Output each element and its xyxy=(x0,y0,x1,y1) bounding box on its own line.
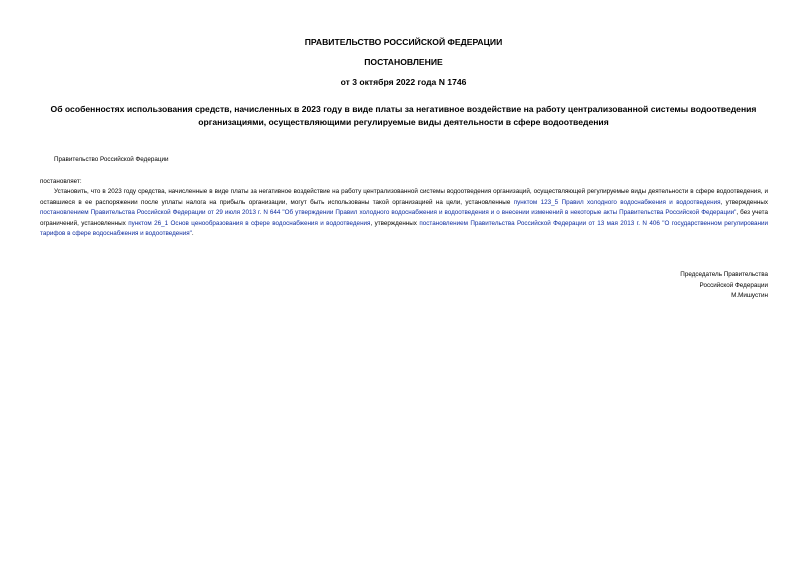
signature-name: М.Мишустин xyxy=(731,292,768,299)
body-text-part-3: , без учета ограничений, установленных xyxy=(40,209,768,227)
resolves-text: постановляет: xyxy=(40,178,82,185)
link-resolution-406[interactable]: постановлением Правительства Российской Федерации от 13 мая 2013 г. N 406 "О государственном регулировании тарифов в сфере водоснабжения и водоотведения" xyxy=(40,219,768,237)
signature-position: Председатель Правительства xyxy=(680,271,768,278)
signature-organization: Российской Федерации xyxy=(699,281,768,289)
signature-block xyxy=(680,270,768,302)
government-heading: ПРАВИТЕЛЬСТВО РОССИЙСКОЙ ФЕДЕРАЦИИ xyxy=(304,37,503,47)
body-text-part-4: , утвержденных xyxy=(370,219,420,227)
date-number-heading: от 3 октября 2022 года N 1746 xyxy=(340,77,467,87)
link-pricing-item-26-1[interactable]: пунктом 26_1 Основ ценообразования в сфере водоснабжения и водоотведения xyxy=(128,219,371,227)
link-resolution-644[interactable]: постановлением Правительства Российской Федерации от 29 июля 2013 г. N 644 "Об утверждении Правил холодного водоснабжения и водоотведения и о внесении изменений в некоторые акты Правительства Российской Федерации" xyxy=(40,209,737,216)
body-text-part-5: . xyxy=(191,230,194,237)
body-text-part-1: Установить, что в 2023 году средства, начисленные в виде платы за негативное воздействие на работу централизованной системы водоотведения организаций, осуществляющей регулируемые виды деятельности в сфере водоотведения, и оставшиеся в ее распоряжении после уплаты налога на прибыль организации, могут быть использованы такой организацией на цели, установленные xyxy=(40,188,768,206)
body-text-part-2: , утвержденных xyxy=(720,198,768,206)
link-rules-item-123-5[interactable]: пунктом 123_5 Правил холодного водоснабжения и водоотведения xyxy=(513,198,721,206)
body-paragraph xyxy=(40,187,768,240)
preamble-text: Правительство Российской Федерации xyxy=(54,156,169,163)
document-type-heading: ПОСТАНОВЛЕНИЕ xyxy=(364,57,443,67)
document-title: Об особенностях использования средств, начисленных в 2023 году в виде платы за негативное воздействие на работу централизованной системы водоотведения организациями, осуществляющими регулируемые виды деятельности в сфере водоотведения xyxy=(50,104,757,127)
